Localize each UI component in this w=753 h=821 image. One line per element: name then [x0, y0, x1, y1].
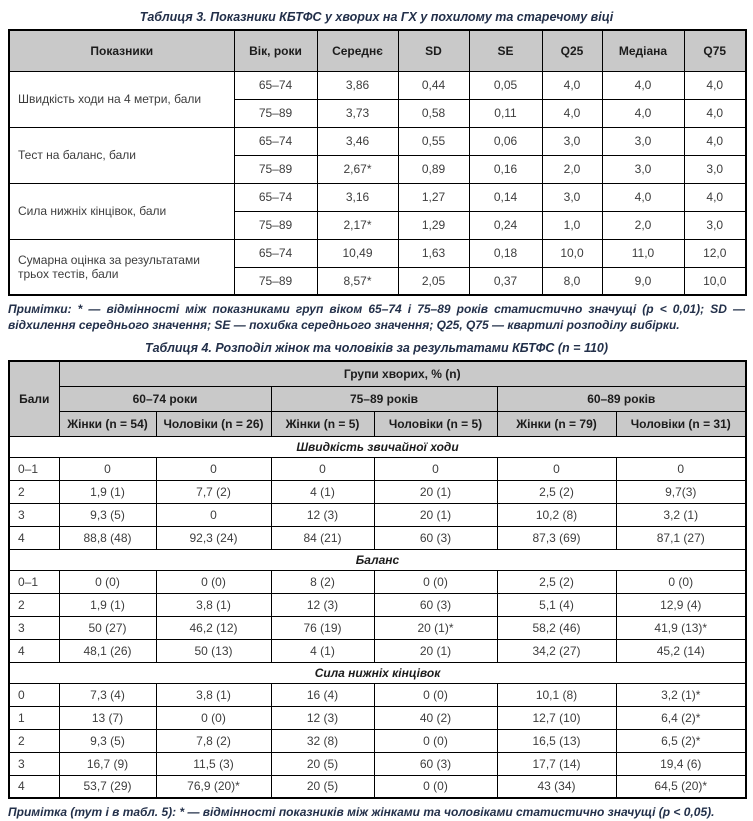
col-header-men-26: Чоловіки (n = 26) — [156, 411, 271, 436]
value-cell: 0 (0) — [374, 729, 497, 752]
value-cell: 3,0 — [542, 183, 602, 211]
value-cell: 0,11 — [469, 99, 542, 127]
value-cell: 0 (0) — [156, 706, 271, 729]
value-cell: 0,24 — [469, 211, 542, 239]
value-cell: 75–89 — [234, 211, 317, 239]
value-cell: 12,7 (10) — [497, 706, 616, 729]
value-cell: 6,5 (2)* — [616, 729, 746, 752]
value-cell: 0 — [156, 503, 271, 526]
score-cell: 0–1 — [9, 457, 59, 480]
col-header-age-75-89: 75–89 років — [271, 386, 497, 411]
value-cell: 0 — [59, 457, 156, 480]
table-row — [9, 457, 746, 480]
value-cell: 0,18 — [469, 239, 542, 267]
value-cell: 20 (1) — [374, 639, 497, 662]
value-cell: 34,2 (27) — [497, 639, 616, 662]
value-cell: 13 (7) — [59, 706, 156, 729]
value-cell: 0,58 — [398, 99, 469, 127]
value-cell: 2,5 (2) — [497, 570, 616, 593]
value-cell: 6,4 (2)* — [616, 706, 746, 729]
table3-title: Таблиця 3. Показники КБТФС у хворих на ГХ у похилому та старечому віці — [139, 10, 614, 24]
col-header-se: SE — [469, 30, 542, 71]
value-cell: 65–74 — [234, 71, 317, 99]
value-cell: 9,3 (5) — [59, 503, 156, 526]
value-cell: 92,3 (24) — [156, 526, 271, 549]
value-cell: 4,0 — [684, 127, 746, 155]
value-cell: 2,67* — [317, 155, 398, 183]
value-cell: 75–89 — [234, 267, 317, 295]
value-cell: 1,0 — [542, 211, 602, 239]
col-header-patient-groups: Групи хворих, % (n) — [59, 361, 746, 386]
indicator-cell: Сумарна оцінка за результатами трьох тестів, бали — [9, 239, 234, 295]
table3-note: Примітки: * — відмінності між показниками груп віком 65–74 і 75–89 років статистично значущі (p < 0,01); SD — відхилення середнього значення; SE — похибка середнього значення; Q25, Q75 — квартилі розподілу вибірки. — [8, 302, 745, 332]
value-cell: 19,4 (6) — [616, 752, 746, 775]
value-cell: 53,7 (29) — [59, 775, 156, 798]
value-cell: 4,0 — [602, 183, 684, 211]
value-cell: 1,9 (1) — [59, 593, 156, 616]
table-row — [9, 127, 746, 155]
indicator-cell: Швидкість ходи на 4 метри, бали — [9, 71, 234, 127]
table4-title: Таблиця 4. Розподіл жінок та чоловіків за результатами КБТФС (n = 110) — [144, 341, 609, 356]
score-cell: 0 — [9, 683, 59, 706]
value-cell: 9,7(3) — [616, 480, 746, 503]
value-cell: 8,57* — [317, 267, 398, 295]
score-cell: 3 — [9, 616, 59, 639]
value-cell: 4,0 — [602, 99, 684, 127]
table3-header-row — [9, 30, 746, 71]
value-cell: 32 (8) — [271, 729, 374, 752]
value-cell: 17,7 (14) — [497, 752, 616, 775]
score-cell: 2 — [9, 729, 59, 752]
section-header-cell: Сила нижніх кінцівок — [9, 662, 746, 683]
score-cell: 4 — [9, 775, 59, 798]
table-row — [9, 570, 746, 593]
value-cell: 7,7 (2) — [156, 480, 271, 503]
value-cell: 2,17* — [317, 211, 398, 239]
value-cell: 0 — [616, 457, 746, 480]
col-header-sd: SD — [398, 30, 469, 71]
score-cell: 2 — [9, 593, 59, 616]
table4-header-row-ages — [9, 386, 746, 411]
value-cell: 4,0 — [542, 99, 602, 127]
value-cell: 87,3 (69) — [497, 526, 616, 549]
value-cell: 3,73 — [317, 99, 398, 127]
col-header-median: Медіана — [602, 30, 684, 71]
value-cell: 0 — [156, 457, 271, 480]
table4 — [8, 360, 747, 799]
col-header-q75: Q75 — [684, 30, 746, 71]
value-cell: 4,0 — [542, 71, 602, 99]
value-cell: 4,0 — [684, 71, 746, 99]
section-header-cell: Баланс — [9, 549, 746, 570]
indicator-cell: Сила нижніх кінцівок, бали — [9, 183, 234, 239]
value-cell: 0 (0) — [156, 570, 271, 593]
value-cell: 7,8 (2) — [156, 729, 271, 752]
value-cell: 60 (3) — [374, 526, 497, 549]
value-cell: 2,05 — [398, 267, 469, 295]
table-row — [9, 526, 746, 549]
value-cell: 4 (1) — [271, 639, 374, 662]
value-cell: 1,63 — [398, 239, 469, 267]
col-header-women-54: Жінки (n = 54) — [59, 411, 156, 436]
value-cell: 60 (3) — [374, 593, 497, 616]
table-row — [9, 639, 746, 662]
indicator-cell: Тест на баланс, бали — [9, 127, 234, 183]
value-cell: 50 (13) — [156, 639, 271, 662]
value-cell: 65–74 — [234, 127, 317, 155]
value-cell: 76,9 (20)* — [156, 775, 271, 798]
value-cell: 0 — [497, 457, 616, 480]
value-cell: 87,1 (27) — [616, 526, 746, 549]
table-row — [9, 775, 746, 798]
value-cell: 48,1 (26) — [59, 639, 156, 662]
value-cell: 0 (0) — [616, 570, 746, 593]
value-cell: 0 (0) — [59, 570, 156, 593]
value-cell: 8,0 — [542, 267, 602, 295]
value-cell: 76 (19) — [271, 616, 374, 639]
table-row — [9, 549, 746, 570]
value-cell: 0 (0) — [374, 683, 497, 706]
table3-header — [9, 30, 746, 71]
value-cell: 12,0 — [684, 239, 746, 267]
value-cell: 11,0 — [602, 239, 684, 267]
value-cell: 12 (3) — [271, 503, 374, 526]
section-header-cell: Швидкість звичайної ходи — [9, 436, 746, 457]
value-cell: 3,0 — [542, 127, 602, 155]
table3-body — [9, 71, 746, 295]
value-cell: 8 (2) — [271, 570, 374, 593]
value-cell: 10,49 — [317, 239, 398, 267]
value-cell: 7,3 (4) — [59, 683, 156, 706]
value-cell: 0,05 — [469, 71, 542, 99]
col-header-mean: Середнє — [317, 30, 398, 71]
value-cell: 2,0 — [602, 211, 684, 239]
value-cell: 11,5 (3) — [156, 752, 271, 775]
value-cell: 2,0 — [542, 155, 602, 183]
value-cell: 88,8 (48) — [59, 526, 156, 549]
value-cell: 3,2 (1)* — [616, 683, 746, 706]
table-row — [9, 706, 746, 729]
value-cell: 0,37 — [469, 267, 542, 295]
value-cell: 60 (3) — [374, 752, 497, 775]
value-cell: 45,2 (14) — [616, 639, 746, 662]
value-cell: 20 (5) — [271, 752, 374, 775]
score-cell: 3 — [9, 503, 59, 526]
value-cell: 3,8 (1) — [156, 683, 271, 706]
value-cell: 20 (1)* — [374, 616, 497, 639]
col-header-age-60-74: 60–74 роки — [59, 386, 271, 411]
col-header-score: Бали — [9, 361, 59, 436]
value-cell: 3,0 — [602, 127, 684, 155]
value-cell: 12,9 (4) — [616, 593, 746, 616]
value-cell: 20 (1) — [374, 503, 497, 526]
value-cell: 0 — [271, 457, 374, 480]
value-cell: 0,55 — [398, 127, 469, 155]
score-cell: 0–1 — [9, 570, 59, 593]
value-cell: 16,5 (13) — [497, 729, 616, 752]
value-cell: 4,0 — [602, 71, 684, 99]
value-cell: 3,2 (1) — [616, 503, 746, 526]
col-header-women-79: Жінки (n = 79) — [497, 411, 616, 436]
value-cell: 0,89 — [398, 155, 469, 183]
table-row — [9, 239, 746, 267]
value-cell: 64,5 (20)* — [616, 775, 746, 798]
table-row — [9, 593, 746, 616]
table4-note: Примітка (тут і в табл. 5): * — відмінності показників між жінками та чоловіками статистично значущі (p < 0,05). — [8, 805, 715, 820]
table4-body — [9, 436, 746, 798]
value-cell: 75–89 — [234, 155, 317, 183]
value-cell: 16 (4) — [271, 683, 374, 706]
value-cell: 40 (2) — [374, 706, 497, 729]
value-cell: 3,86 — [317, 71, 398, 99]
value-cell: 9,0 — [602, 267, 684, 295]
value-cell: 4,0 — [684, 183, 746, 211]
value-cell: 0,16 — [469, 155, 542, 183]
value-cell: 0,06 — [469, 127, 542, 155]
value-cell: 65–74 — [234, 183, 317, 211]
score-cell: 1 — [9, 706, 59, 729]
table-row — [9, 436, 746, 457]
value-cell: 75–89 — [234, 99, 317, 127]
value-cell: 0 (0) — [374, 775, 497, 798]
value-cell: 41,9 (13)* — [616, 616, 746, 639]
col-header-men-31: Чоловіки (n = 31) — [616, 411, 746, 436]
value-cell: 10,1 (8) — [497, 683, 616, 706]
table-row — [9, 503, 746, 526]
table-row — [9, 729, 746, 752]
value-cell: 12 (3) — [271, 593, 374, 616]
table3 — [8, 29, 747, 296]
col-header-men-5: Чоловіки (n = 5) — [374, 411, 497, 436]
table-row — [9, 183, 746, 211]
value-cell: 3,16 — [317, 183, 398, 211]
col-header-age: Вік, роки — [234, 30, 317, 71]
table-row — [9, 662, 746, 683]
value-cell: 50 (27) — [59, 616, 156, 639]
value-cell: 1,29 — [398, 211, 469, 239]
col-header-q25: Q25 — [542, 30, 602, 71]
table-row — [9, 616, 746, 639]
value-cell: 4 (1) — [271, 480, 374, 503]
value-cell: 3,0 — [602, 155, 684, 183]
value-cell: 3,0 — [684, 155, 746, 183]
score-cell: 2 — [9, 480, 59, 503]
table-row — [9, 480, 746, 503]
col-header-indicator: Показники — [9, 30, 234, 71]
value-cell: 5,1 (4) — [497, 593, 616, 616]
value-cell: 84 (21) — [271, 526, 374, 549]
table4-header-row-groups — [9, 361, 746, 386]
value-cell: 43 (34) — [497, 775, 616, 798]
value-cell: 1,9 (1) — [59, 480, 156, 503]
table4-header-row-sex — [9, 411, 746, 436]
value-cell: 2,5 (2) — [497, 480, 616, 503]
value-cell: 10,0 — [684, 267, 746, 295]
value-cell: 0,14 — [469, 183, 542, 211]
value-cell: 4,0 — [684, 99, 746, 127]
value-cell: 58,2 (46) — [497, 616, 616, 639]
value-cell: 12 (3) — [271, 706, 374, 729]
value-cell: 3,0 — [684, 211, 746, 239]
table-row — [9, 71, 746, 99]
score-cell: 4 — [9, 526, 59, 549]
col-header-age-60-89: 60–89 років — [497, 386, 746, 411]
value-cell: 65–74 — [234, 239, 317, 267]
value-cell: 20 (5) — [271, 775, 374, 798]
score-cell: 3 — [9, 752, 59, 775]
col-header-women-5: Жінки (n = 5) — [271, 411, 374, 436]
value-cell: 16,7 (9) — [59, 752, 156, 775]
value-cell: 10,2 (8) — [497, 503, 616, 526]
value-cell: 20 (1) — [374, 480, 497, 503]
score-cell: 4 — [9, 639, 59, 662]
table-row — [9, 752, 746, 775]
value-cell: 46,2 (12) — [156, 616, 271, 639]
value-cell: 10,0 — [542, 239, 602, 267]
value-cell: 0 — [374, 457, 497, 480]
value-cell: 9,3 (5) — [59, 729, 156, 752]
value-cell: 0 (0) — [374, 570, 497, 593]
value-cell: 3,46 — [317, 127, 398, 155]
table4-header — [9, 361, 746, 436]
value-cell: 3,8 (1) — [156, 593, 271, 616]
table-row — [9, 683, 746, 706]
value-cell: 1,27 — [398, 183, 469, 211]
value-cell: 0,44 — [398, 71, 469, 99]
